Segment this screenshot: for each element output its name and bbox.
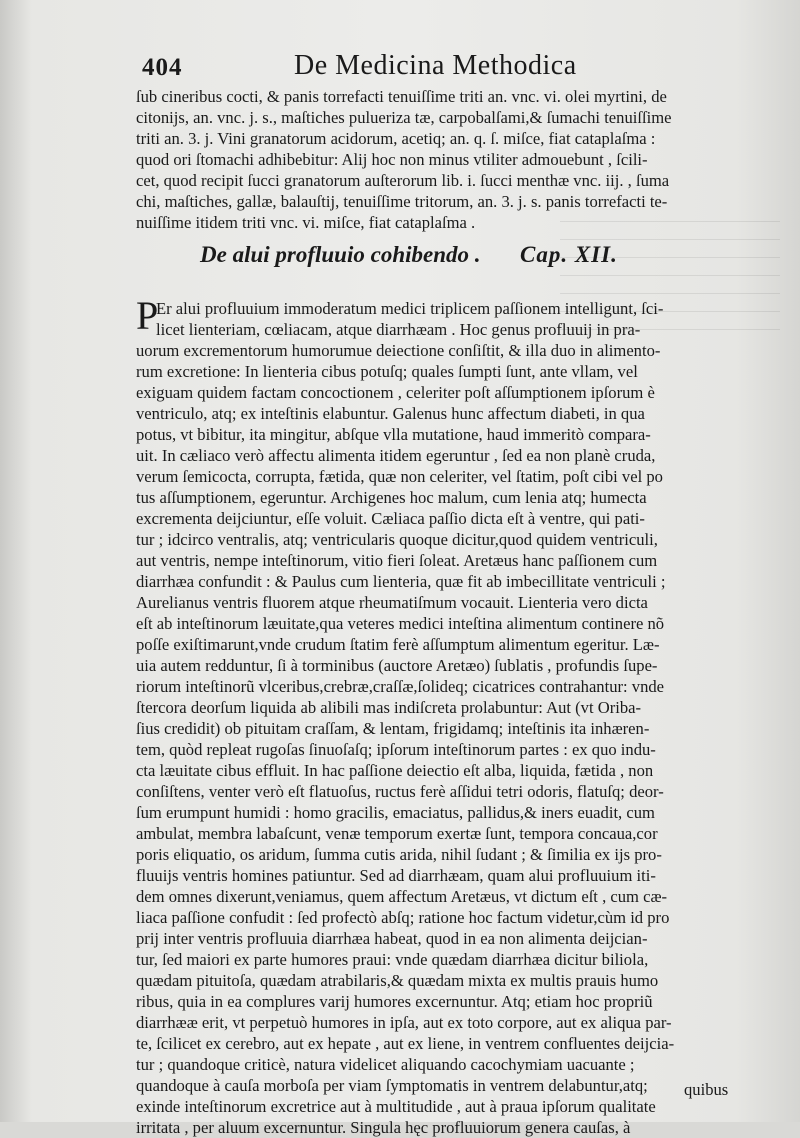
text-line: tem, quòd repleat rugoſas ſinuoſaſq; ipſorum inteſtinorum partes : ex quo indu-	[136, 740, 656, 759]
text-line: uia autem redduntur, ſi à torminibus (auctore Aretæo) ſublatis , profundis ſupe-	[136, 656, 658, 675]
page-header	[142, 50, 612, 86]
text-line: conſiſtens, venter verò eſt flatuoſus, ructus ferè aſſidui tetri odoris, flatuſq; deor-	[136, 782, 664, 801]
text-line: poſſe exiſtimarunt,vnde crudum ſtatim ferè aſſumptum alimentum egeritur. Læ-	[136, 635, 660, 654]
text-line: irritata , per aluum excernuntur. Singula hęc profluuiorum genera cauſas, à	[136, 1118, 631, 1137]
text-line: te, ſcilicet ex cerebro, aut ex hepate , aut ex liene, in ventrem confluentes deijcia-	[136, 1034, 675, 1053]
text-line: quandoque à cauſa morboſa per viam ſymptomatis in ventrem delabuntur,atq;	[136, 1076, 648, 1095]
text-line: quod ori ſtomachi adhibebitur: Alij hoc non minus vtiliter admouebunt , ſcili-	[136, 150, 648, 169]
text-line: aut ventris, nempe inteſtinorum, vitio fieri ſoleat. Aretæus hanc paſſionem cum	[136, 551, 658, 570]
intro-paragraph	[136, 86, 736, 233]
text-line: citonijs, an. vnc. j. s., maſtiches pulueriza tæ, carpobalſami,& ſumachi tenuiſſime	[136, 108, 672, 127]
text-line: Aurelianus ventris fluorem atque rheumatiſmum vocauit. Lienteria vero dicta	[136, 593, 648, 612]
text-line: poris eliquatio, os aridum, ſumma cutis arida, nihil ſudant ; & ſimilia ex ijs pro-	[136, 845, 662, 864]
text-line: Er alui profluuium immoderatum medici triplicem paſſionem intelligunt, ſci-	[156, 299, 664, 318]
text-line: potus, vt bibitur, ita mingitur, abſque vlla mutatione, haud immeritò compara-	[136, 425, 651, 444]
text-line: exinde inteſtinorum excretrice aut à multitudide , aut à praua ipſorum qualitate	[136, 1097, 656, 1116]
text-line: tur ; idcirco ventralis, atq; ventricularis quoque dicitur,quod quidem ventriculi,	[136, 530, 658, 549]
text-line: verum ſemicocta, corrupta, fætida, quæ non celeriter, vel ſtatim, poſt cibi vel po	[136, 467, 663, 486]
text-line: eſt ab inteſtinorum læuitate,qua veteres medici inteſtina alimentum continere nõ	[136, 614, 665, 633]
text-line: ambulat, membra labaſcunt, venæ temporum exertæ ſunt, tempora concaua,cor	[136, 824, 658, 843]
text-line: ventriculo, atq; ex inteſtinis elabuntur. Galenus hunc affectum diabeti, in qua	[136, 404, 645, 423]
chapter-body	[136, 293, 736, 1138]
text-line: quædam pituitoſa, quædam atrabilaris,& quædam mixta ex multis prauis humo	[136, 971, 659, 990]
text-line: uit. In cæliaco verò affectu alimenta itidem egeruntur , ſed ea non planè cruda,	[136, 446, 656, 465]
catchword: quibus	[684, 1080, 729, 1099]
text-line: excrementa deijciuntur, eſſe voluit. Cæliaca paſſio dicta eſt à ventre, qui pati-	[136, 509, 645, 528]
text-line: triti an. 3. j. Vini granatorum acidorum, acetiq; an. q. ſ. miſce, fiat cataplaſma :	[136, 129, 656, 148]
text-line: dem omnes dixerunt,veniamus, quem affectum Aretæus, vt dictum eſt , cum cæ-	[136, 887, 668, 906]
text-line: cet, quod recipit ſucci granatorum auſterorum lib. i. ſucci menthæ vnc. iij. , ſuma	[136, 171, 670, 190]
text-line: tur ; quandoque criticè, natura videlicet aliquando cacochymiam uacuante ;	[136, 1055, 635, 1074]
text-line: uorum excrementorum humorumue deiectione conſiſtit, & illa duo in alimento-	[136, 341, 661, 360]
running-title: De Medicina Methodica	[294, 50, 577, 81]
text-line: ſum erumpunt humidi : homo gracilis, emaciatus, pallidus,& iners euadit, cum	[136, 803, 655, 822]
page-number: 404	[142, 54, 183, 81]
text-line: riorum inteſtinorũ vlceribus,crebræ,craſſæ,ſolideq; cicatrices contrahantur: vnde	[136, 677, 665, 696]
text-line: diarrhæa confundit : & Paulus cum lienteria, quæ fit ab imbecillitate ventriculi ;	[136, 572, 666, 591]
text-line: nuiſſime itidem triti vnc. vi. miſce, fiat cataplaſma .	[136, 213, 476, 232]
chapter-heading	[200, 242, 720, 276]
text-line: rum excretione: In lienteria cibus potuſq; quales ſumpti ſunt, ante vllam, vel	[136, 362, 638, 381]
text-line: exiguam quidem factam concoctionem , celeriter poſt aſſumptionem ipſorum è	[136, 383, 655, 402]
text-line: liaca paſſione confudit : ſed profectò abſq; ratione hoc factum videtur,cùm id pro	[136, 908, 670, 927]
text-line: licet lienteriam, cœliacam, atque diarrhæam . Hoc genus profluuij in pra-	[156, 320, 641, 339]
text-line: tus aſſumptionem, egeruntur. Archigenes hoc malum, cum lenia atq; humecta	[136, 488, 647, 507]
text-line: diarrhææ erit, vt perpetuò humores in ipſa, aut ex toto corpore, aut ex aliqua par-	[136, 1013, 672, 1032]
chapter-title: De alui profluuio cohibendo .	[200, 242, 481, 267]
text-line: fluuijs ventris homines patiuntur. Sed ad diarrhæam, quam alui profluuium iti-	[136, 866, 656, 885]
drop-cap-letter: P	[136, 293, 159, 338]
text-line: ſius credidit) ob pituitam craſſam, & lentam, frigidamq; inteſtinis ita inhæren-	[136, 719, 650, 738]
text-line: ribus, quia in ea complures varij humores excernuntur. Atq; etiam hoc propriũ	[136, 992, 653, 1011]
text-line: prij inter ventris profluuia diarrhæa habeat, quod in ea non alimenta deijcian-	[136, 929, 648, 948]
text-line: chi, maſtiches, gallæ, balauſtij, tenuiſſime tritorum, an. 3. j. s. panis torrefacti te-	[136, 192, 668, 211]
text-line: tur, ſed maiori ex parte humores praui: vnde quædam diarrhæa dicitur biliola,	[136, 950, 649, 969]
text-line: cta læuitate cibus effluit. In hac paſſione deiectio eſt alba, liquida, fætida , non	[136, 761, 654, 780]
text-line: ſtercora deorſum liquida ab alibili mas indiſcreta prolabuntur: Aut (vt Oriba-	[136, 698, 642, 717]
chapter-number: Cap. XII.	[520, 242, 618, 267]
text-line: ſub cineribus cocti, & panis torrefacti tenuiſſime triti an. vnc. vi. olei myrtini, de	[136, 87, 667, 106]
